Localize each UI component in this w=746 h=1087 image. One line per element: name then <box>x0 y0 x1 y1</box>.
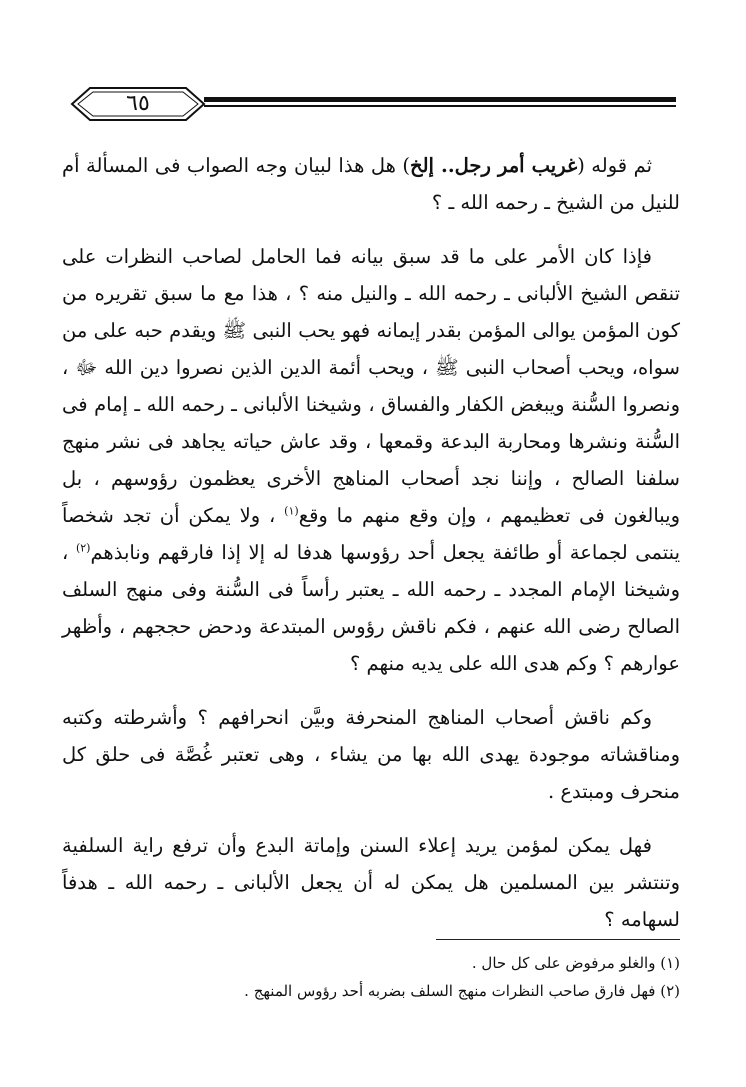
text-run: فإذا كان الأمر على ما قد سبق بيانه فما الحامل لصاحب النظرات على تنقص الشيخ الألبانى ـ رحمه الله ـ والنيل منه ؟ ، هذا مع ما سبق تقريره من كون المؤمن يوالى المؤمن بقدر إيمانه فهو يحب النبى ﷺ ويقدم حبه على من سواه، ويحب أصحاب النبى ﷺ ، ويحب أئمة الدين الذين نصروا دين الله ﷻ ، ونصروا السُّنة ويبغض الكفار والفساق ، وشيخنا الألبانى ـ رحمه الله ـ إمام فى السُّنة ونشرها ومحاربة البدعة وقمعها ، وقد عاش حياته يجاهد فى نشر منهج سلفنا الصالح ، وإننا نجد أصحاب المناهج الأخرى يعظمون رؤوسهم ، بل ويبالغون فى تعظيمهم ، وإن وقع منهم ما وقع <box>62 245 680 527</box>
text-run: فهل يمكن لمؤمن يريد إعلاء السنن وإماتة البدع وأن ترفع راية السلفية وتنتشر بين المسلمين هل يمكن له أن يجعل الألبانى ـ رحمه الله ـ هدفاً لسهامه ؟ <box>62 834 680 931</box>
page-number: ٦٥ <box>126 91 150 116</box>
page-header <box>66 84 676 124</box>
paragraph <box>62 827 680 938</box>
text-run: ثم قوله ( <box>577 154 652 177</box>
text-run: وكم ناقش أصحاب المناهج المنحرفة وبيَّن انحرافهم ؟ وأشرطته وكتبه ومناقشاته موجودة يهدى الله بها من يشاء ، وهى تعتبر غُصَّة فى حلق كل منحرف ومبتدع . <box>62 706 680 803</box>
footnote-separator <box>436 939 680 940</box>
text-run: ، ولا يمكن أن تجد شخصاً ينتمى لجماعة أو طائفة يجعل أحد رؤوسها هدفا له إلا إذا فارقهم ونابذهم <box>62 504 680 564</box>
footnote-marker: (١) <box>284 504 299 518</box>
footnote: (١) والغلو مرفوض على كل حال . <box>471 954 680 972</box>
footnotes <box>62 949 680 1005</box>
footnote: (٢) فهل فارق صاحب النظرات منهج السلف بضربه أحد رؤوس المنهج . <box>244 982 680 1000</box>
paragraph <box>62 147 680 221</box>
paragraph <box>62 238 680 682</box>
paragraph <box>62 699 680 810</box>
text-run: ، وشيخنا الإمام المجدد ـ رحمه الله ـ يعتبر رأساً فى السُّنة وفى منهج السلف الصالح رضى الله عنهم ، فكم ناقش رؤوس المبتدعة ودحض حججهم ، وأظهر عوارهم ؟ وكم هدى الله على يديه منهم ؟ <box>62 541 680 675</box>
bold-quote: غريب أمر رجل.. إلخ <box>410 154 578 177</box>
footnote-marker: (٢) <box>75 541 91 555</box>
text-run: ) هل هذا لبيان وجه الصواب فى المسألة أم للنيل من الشيخ ـ رحمه الله ـ ؟ <box>62 154 680 214</box>
body-text <box>62 147 680 955</box>
